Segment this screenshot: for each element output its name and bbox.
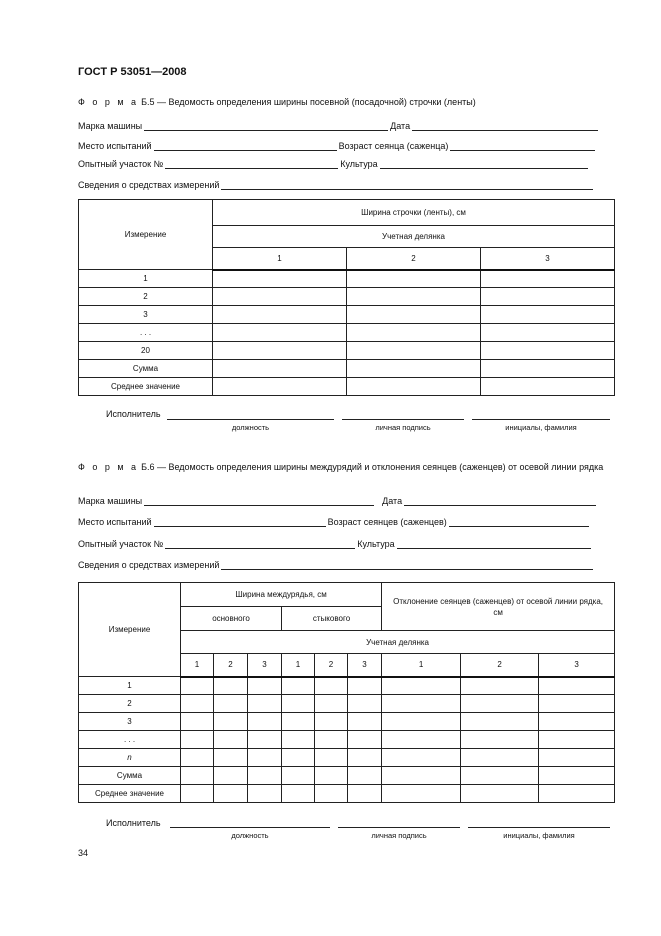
crop-field[interactable] [397,539,591,549]
row-label: 3 [79,713,181,731]
form5-title-text: Б.5 — Ведомость определения ширины посевной (посадочной) строчки (ленты) [138,97,476,107]
form5-prefix: Ф о р м а [78,97,139,107]
plot-header: Учетная делянка [213,226,615,248]
cell[interactable] [181,695,214,713]
plot-label: Опытный участок № [78,539,164,549]
form6-row-place [78,517,591,527]
means-field[interactable] [221,560,593,570]
cell[interactable] [248,731,282,749]
cell[interactable] [539,713,615,731]
initials-field[interactable] [472,419,610,420]
cell[interactable] [315,749,348,767]
cell[interactable] [282,731,315,749]
cell[interactable] [181,767,214,785]
form5-title [78,96,618,109]
cell[interactable] [214,695,248,713]
cell[interactable] [181,785,214,803]
age-label: Возраст сеянцев (саженцев) [327,517,447,527]
means-field[interactable] [221,180,593,190]
cell[interactable] [214,713,248,731]
cell[interactable] [348,749,382,767]
cell[interactable] [382,677,461,695]
plot-number: 1 [213,248,347,270]
row-label: Сумма [79,360,213,378]
initials-caption: инициалы, фамилия [503,831,575,840]
cell[interactable] [214,767,248,785]
cell[interactable] [315,677,348,695]
age-label: Возраст сеянца (саженца) [338,141,449,151]
row-label: n [79,749,181,767]
col-number: 2 [214,654,248,677]
row-label: 1 [79,677,181,695]
plot-field[interactable] [165,539,355,549]
place-label: Место испытаний [78,517,152,527]
cell[interactable] [481,306,615,324]
cell[interactable] [347,342,481,360]
row-label: Среднее значение [79,378,213,396]
cell[interactable] [461,749,539,767]
cell[interactable] [382,713,461,731]
col-number: 3 [348,654,382,677]
cell[interactable] [315,767,348,785]
cell[interactable] [315,713,348,731]
cell[interactable] [347,288,481,306]
table-row [79,767,615,785]
age-field[interactable] [450,141,595,151]
cell[interactable] [282,677,315,695]
machine-label: Марка машины [78,496,143,506]
place-field[interactable] [154,141,337,151]
cell[interactable] [282,713,315,731]
cell[interactable] [382,785,461,803]
cell[interactable] [213,270,347,288]
cell[interactable] [213,324,347,342]
cell[interactable] [214,731,248,749]
deviation-header: Отклонение сеянцев (саженцев) от осевой линии рядка, см [382,583,615,631]
form6-table [78,582,615,803]
cell[interactable] [481,378,615,396]
table-row [79,695,615,713]
position-field[interactable] [170,827,330,828]
initials-field[interactable] [468,827,610,828]
form5-row-place [78,141,597,151]
col-number: 2 [315,654,348,677]
cell[interactable] [348,731,382,749]
signature-field[interactable] [338,827,460,828]
position-field[interactable] [167,419,334,420]
cell[interactable] [248,785,282,803]
place-field[interactable] [154,517,326,527]
joint-header: стыкового [282,607,382,631]
col-number: 1 [382,654,461,677]
cell[interactable] [248,695,282,713]
row-label: 2 [79,695,181,713]
col-number: 3 [248,654,282,677]
form5-row-means [78,180,595,190]
col-number: 1 [282,654,315,677]
executor-label: Исполнитель [106,409,161,419]
crop-field[interactable] [380,159,588,169]
age-field[interactable] [449,517,589,527]
form6-title-text: Б.6 — Ведомость определения ширины междурядий и отклонения сеянцев (саженцев) от осевой линии рядка [138,462,604,472]
table-row [79,785,615,803]
col-number: 2 [461,654,539,677]
cell[interactable] [481,324,615,342]
cell[interactable] [481,342,615,360]
page-number: 34 [78,848,89,858]
crop-label: Культура [357,539,395,549]
cell[interactable] [348,713,382,731]
cell[interactable] [461,695,539,713]
cell[interactable] [461,767,539,785]
cell[interactable] [461,731,539,749]
cell[interactable] [248,713,282,731]
cell[interactable] [539,749,615,767]
means-label: Сведения о средствах измерений [78,180,220,190]
document-header: ГОСТ Р 53051—2008 [78,66,187,78]
means-label: Сведения о средствах измерений [78,560,220,570]
row-label: . . . [79,324,213,342]
crop-label: Культура [340,159,378,169]
cell[interactable] [248,767,282,785]
cell[interactable] [181,731,214,749]
row-label: 1 [79,270,213,288]
cell[interactable] [213,378,347,396]
measure-header: Измерение [79,200,213,270]
form5-table [78,199,615,396]
cell[interactable] [315,785,348,803]
cell[interactable] [539,767,615,785]
cell[interactable] [461,713,539,731]
cell[interactable] [347,324,481,342]
initials-caption: инициалы, фамилия [505,423,577,432]
cell[interactable] [181,677,214,695]
plot-number: 3 [481,248,615,270]
table-row [79,342,615,360]
cell[interactable] [282,785,315,803]
cell[interactable] [347,360,481,378]
cell[interactable] [213,360,347,378]
col-number: 1 [181,654,214,677]
row-label: 20 [79,342,213,360]
form5-row-machine [78,121,600,131]
row-label: Среднее значение [79,785,181,803]
table-row [79,378,615,396]
row-label: . . . [79,731,181,749]
cell[interactable] [213,342,347,360]
cell[interactable] [347,378,481,396]
plot-number: 2 [347,248,481,270]
cell[interactable] [214,785,248,803]
width-header: Ширина строчки (ленты), см [213,200,615,226]
cell[interactable] [282,767,315,785]
cell[interactable] [382,731,461,749]
plot-label: Опытный участок № [78,159,164,169]
form5-row-plot [78,159,590,169]
cell[interactable] [348,677,382,695]
form6-prefix: Ф о р м а [78,462,139,472]
cell[interactable] [214,677,248,695]
cell[interactable] [481,270,615,288]
cell[interactable] [539,677,615,695]
cell[interactable] [348,695,382,713]
form6-row-plot [78,539,593,549]
row-label: 3 [79,306,213,324]
row-label: 2 [79,288,213,306]
cell[interactable] [382,695,461,713]
cell[interactable] [347,306,481,324]
table-row [79,360,615,378]
cell[interactable] [539,785,615,803]
cell[interactable] [382,767,461,785]
table-row [79,288,615,306]
form6-row-means [78,560,595,570]
date-label: Дата [390,121,411,131]
place-label: Место испытаний [78,141,152,151]
cell[interactable] [315,731,348,749]
table-row [79,306,615,324]
machine-field[interactable] [144,121,388,131]
cell[interactable] [282,749,315,767]
position-caption: должность [231,423,270,432]
interrow-header: Ширина междурядья, см [181,583,382,607]
cell[interactable] [481,360,615,378]
cell[interactable] [248,749,282,767]
cell[interactable] [213,306,347,324]
position-caption: должность [231,831,269,840]
row-label: Сумма [79,767,181,785]
date-field[interactable] [404,496,596,506]
machine-field[interactable] [144,496,374,506]
table-row [79,270,615,288]
measure-header: Измерение [79,583,181,677]
cell[interactable] [214,749,248,767]
plot-field[interactable] [165,159,338,169]
cell[interactable] [348,785,382,803]
cell[interactable] [181,749,214,767]
cell[interactable] [181,713,214,731]
table-row [79,324,615,342]
cell[interactable] [539,695,615,713]
plot-header: Учетная делянка [181,631,615,654]
cell[interactable] [539,731,615,749]
cell[interactable] [481,288,615,306]
date-label: Дата [382,496,403,506]
main-header: основного [181,607,282,631]
table-row [79,731,615,749]
table-row [79,677,615,695]
signature-caption: личная подпись [371,831,427,840]
cell[interactable] [248,677,282,695]
form6-title [78,461,618,474]
cell[interactable] [461,677,539,695]
signature-caption: личная подпись [375,423,431,432]
date-field[interactable] [412,121,598,131]
cell[interactable] [347,270,481,288]
cell[interactable] [461,785,539,803]
form6-row-machine [78,496,598,506]
executor-label: Исполнитель [106,818,161,828]
cell[interactable] [382,749,461,767]
cell[interactable] [213,288,347,306]
table-row [79,749,615,767]
signature-field[interactable] [342,419,464,420]
table-row [79,713,615,731]
cell[interactable] [348,767,382,785]
col-number: 3 [539,654,615,677]
cell[interactable] [282,695,315,713]
cell[interactable] [315,695,348,713]
machine-label: Марка машины [78,121,143,131]
